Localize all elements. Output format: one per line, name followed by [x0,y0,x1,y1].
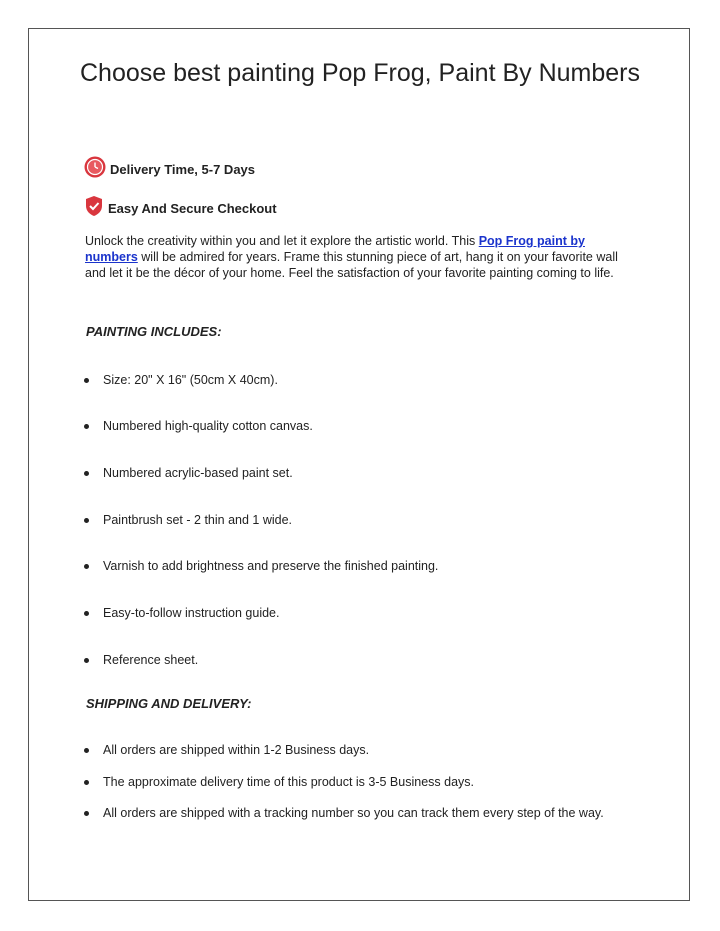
list-item [84,418,653,434]
list-item [84,558,653,574]
painting-includes-heading: PAINTING INCLUDES: [86,324,222,339]
shield-check-icon [84,195,104,222]
pop-frog-link[interactable]: Pop Frog paint by numbers [85,234,585,264]
page-title: Choose best painting Pop Frog, Paint By Numbers [79,59,641,87]
list-item [84,805,653,821]
list-item-text: Numbered acrylic-based paint set. [103,466,293,480]
feature-delivery [84,156,255,183]
list-item-text: Reference sheet. [103,653,199,667]
list-item [84,652,653,668]
list-item-text: Paintbrush set - 2 thin and 1 wide. [103,513,293,527]
bullet-icon [84,748,89,753]
intro-text-before: Unlock the creativity within you and let it explore the artistic world. This [85,234,479,248]
bullet-icon [84,658,89,663]
list-item [84,465,653,481]
list-item-text: Varnish to add brightness and preserve the finished painting. [103,559,439,573]
bullet-icon [84,424,89,429]
list-item-text: Size: 20" X 16" (50cm X 40cm). [103,373,278,387]
bullet-icon [84,780,89,785]
list-item-text: The approximate delivery time of this product is 3-5 Business days. [103,775,475,789]
intro-paragraph [85,233,640,281]
feature-secure-label: Easy And Secure Checkout [108,201,277,216]
list-item [84,605,653,621]
list-item-text: Numbered high-quality cotton canvas. [103,419,313,433]
list-item-text: Easy-to-follow instruction guide. [103,606,280,620]
clock-badge-icon [84,156,106,183]
feature-secure-checkout [84,195,277,222]
bullet-icon [84,518,89,523]
bullet-icon [84,611,89,616]
bullet-icon [84,811,89,816]
list-item [84,372,653,388]
bullet-icon [84,564,89,569]
list-item [84,512,653,528]
feature-delivery-label: Delivery Time, 5-7 Days [110,162,256,177]
shipping-delivery-heading: SHIPPING AND DELIVERY: [86,696,252,711]
list-item-text: All orders are shipped with a tracking number so you can track them every step of the way. [103,806,604,820]
bullet-icon [84,471,89,476]
list-item-text: All orders are shipped within 1-2 Business days. [103,743,370,757]
list-item [84,774,653,790]
intro-text-after: will be admired for years. Frame this stunning piece of art, hang it on your favorite wall and let it be the décor of your home. Feel the satisfaction of your favorite painting coming to life. [85,250,618,280]
bullet-icon [84,378,89,383]
list-item [84,742,653,758]
